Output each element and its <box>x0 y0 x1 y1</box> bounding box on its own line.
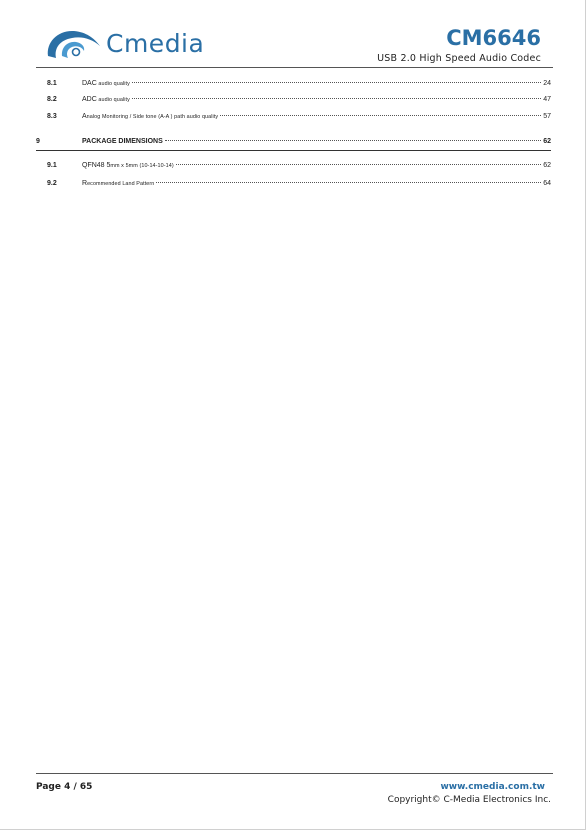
toc-leader <box>165 140 541 141</box>
page-number: Page 4 / 65 <box>36 782 93 792</box>
toc-page-number: 24 <box>543 80 551 87</box>
toc-entry-9-2[interactable] <box>36 180 551 192</box>
toc-number: 8.3 <box>47 113 57 120</box>
toc-entry-8-2[interactable] <box>36 96 551 108</box>
footer-divider <box>36 773 553 774</box>
website-link[interactable]: www.cmedia.com.tw <box>440 782 545 792</box>
product-subtitle: USB 2.0 High Speed Audio Codec <box>377 53 541 64</box>
toc-number: 8.2 <box>47 96 57 103</box>
toc-number: 9 <box>36 138 40 145</box>
toc-title: ADC audio quality <box>82 96 130 103</box>
cmedia-logo <box>44 26 204 62</box>
toc-title: DAC audio quality <box>82 80 130 87</box>
toc-title: Recommended Land Pattern <box>82 180 155 187</box>
toc-page-number: 62 <box>543 138 551 145</box>
copyright-notice: Copyright© C-Media Electronics Inc. <box>387 795 551 805</box>
toc-entry-8-1[interactable] <box>36 80 551 92</box>
logo-text: Cmedia <box>106 29 205 58</box>
header-divider <box>36 67 553 68</box>
toc-leader <box>132 82 541 83</box>
toc-leader <box>176 164 541 165</box>
toc-entry-8-3[interactable] <box>36 113 551 125</box>
toc-entry-9[interactable] <box>36 138 551 150</box>
toc-title: PACKAGE DIMENSIONS <box>82 138 163 145</box>
toc-page-number: 57 <box>543 113 551 120</box>
toc-title: QFN48 5mm x 5mm (10-14-10-14) <box>82 162 174 169</box>
toc-leader <box>156 182 541 183</box>
toc-entry-9-1[interactable] <box>36 162 551 174</box>
product-title: CM6646 <box>446 26 541 50</box>
toc-leader <box>132 98 541 99</box>
toc-number: 9.1 <box>47 162 57 169</box>
toc-title: Analog Monitoring / Side tone (A-A ) path audio quality <box>82 113 219 120</box>
toc-page-number: 62 <box>543 162 551 169</box>
toc-number: 8.1 <box>47 80 57 87</box>
wave-logo-icon <box>44 26 106 62</box>
toc-page-number: 64 <box>543 180 551 187</box>
toc-page-number: 47 <box>543 96 551 103</box>
toc-number: 9.2 <box>47 180 57 187</box>
toc-leader <box>220 115 541 116</box>
chapter-divider <box>36 150 551 151</box>
